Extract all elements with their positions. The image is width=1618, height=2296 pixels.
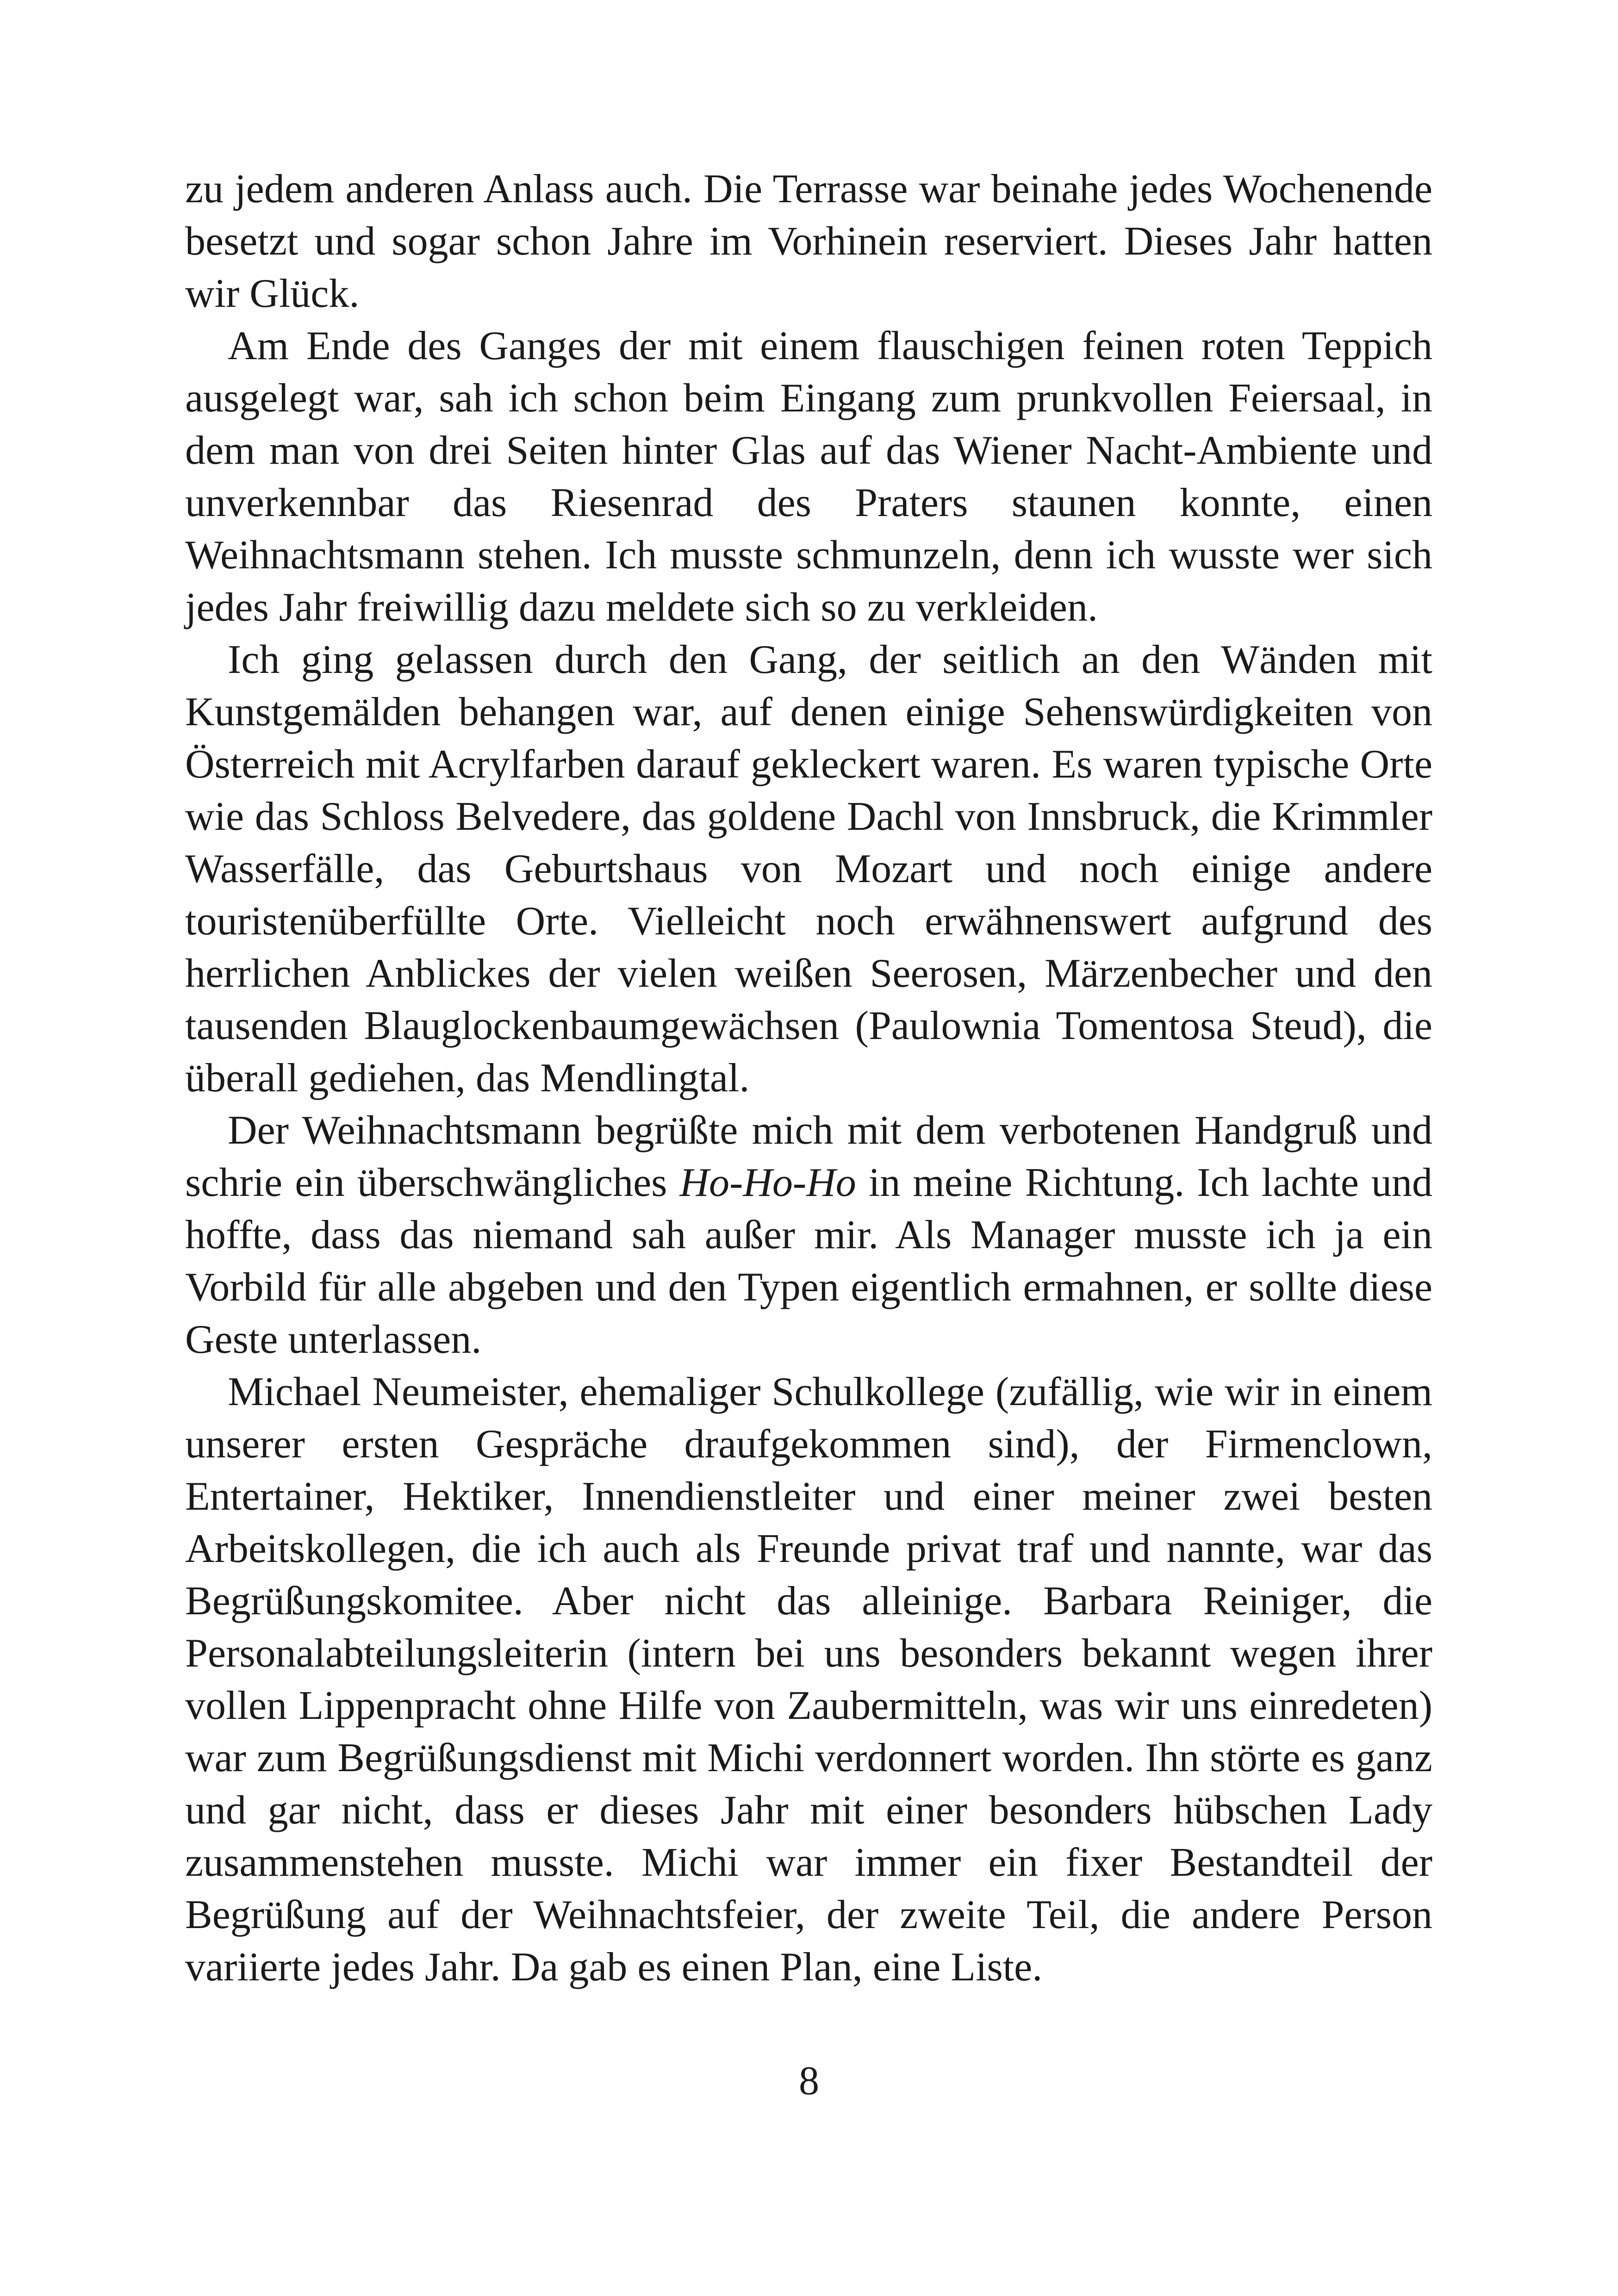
ho-ho-ho-emphasis: Ho-Ho-Ho bbox=[679, 1160, 856, 1205]
paragraph-paintings: Ich ging gelassen durch den Gang, der seitlich an den Wänden mit Kunstgemälden behangen war, auf denen einige Sehenswürdigkeiten von Österreich mit Acrylfarben darauf gekleckert waren. Es waren typische Orte wie das Schloss Belvedere, das goldene Dachl von Innsbruck, die Krimmler Wasserfälle, das Geburtshaus von Mozart und noch einige andere touristenüberfüllte Orte. Vielleicht noch erwähnenswert aufgrund des herrlichen Anblickes der vielen weißen Seerosen, Märzenbecher und den tausenden Blauglockenbaumgewächsen (Paulownia Tomentosa Steud), die überall gediehen, das Mendlingtal. bbox=[185, 637, 1432, 1101]
paragraph-santa-greeting-end: in meine Richtung. Ich lachte und hoffte, dass das niemand sah außer mir. Als Manager musste ich ja ein Vorbild für alle abgeben und den Typen eigentlich ermahnen, er sollte diese Geste unterlassen. bbox=[185, 1160, 1432, 1362]
page-number: 8 bbox=[799, 2059, 819, 2103]
body-text bbox=[185, 163, 1432, 1993]
paragraph-santa-greeting-start: Der Weihnachtsmann begrüßte mich mit dem verbotenen Handgruß und schrie ein überschwängliches bbox=[185, 1108, 1432, 1205]
paragraph-santa-greeting bbox=[185, 1104, 1432, 1366]
paragraph-welcome-committee: Michael Neumeister, ehemaliger Schulkollege (zufällig, wie wir in einem unserer ersten Gespräche draufgekommen sind), der Firmenclown, Entertainer, Hektiker, Innendienstleiter und einer meiner zwei besten Arbeitskollegen, die ich auch als Freunde privat traf und nannte, war das Begrüßungskomitee. Aber nicht das alleinige. Barbara Reiniger, die Personalabteilungsleiterin (intern bei uns besonders bekannt wegen ihrer vollen Lippenpracht ohne Hilfe von Zaubermitteln, was wir uns einredeten) war zum Begrüßungsdienst mit Michi verdonnert worden. Ihn störte es ganz und gar nicht, dass er dieses Jahr mit einer besonders hübschen Lady zusammenstehen musste. Michi war immer ein fixer Bestandteil der Begrüßung auf der Weihnachtsfeier, der zweite Teil, die andere Person variierte jedes Jahr. Da gab es einen Plan, eine Liste. bbox=[185, 1369, 1432, 1990]
paragraph-continuation: zu jedem anderen Anlass auch. Die Terrasse war beinahe jedes Wochenende besetzt und sogar schon Jahre im Vorhinein reserviert. Dieses Jahr hatten wir Glück. bbox=[185, 167, 1432, 316]
paragraph-hallway: Am Ende des Ganges der mit einem flauschigen feinen roten Teppich ausgelegt war, sah ich schon beim Eingang zum prunkvollen Feiersaal, in dem man von drei Seiten hinter Glas auf das Wiener Nacht-Ambiente und unverkennbar das Riesenrad des Praters staunen konnte, einen Weihnachtsmann stehen. Ich musste schmunzeln, denn ich wusste wer sich jedes Jahr freiwillig dazu meldete sich so zu verkleiden. bbox=[185, 324, 1432, 630]
